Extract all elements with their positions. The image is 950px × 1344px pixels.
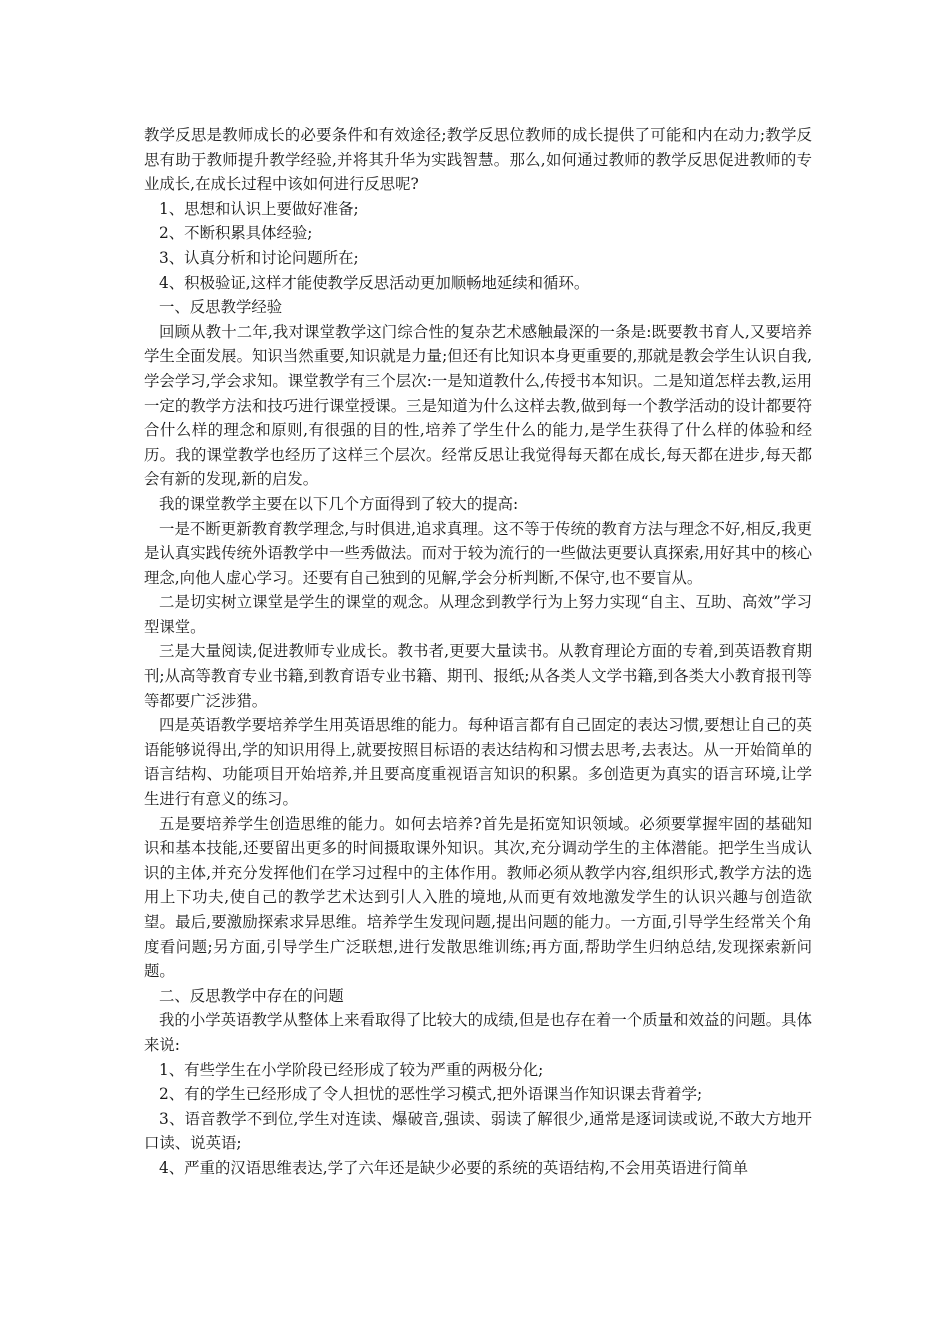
section-heading: 二、反思教学中存在的问题 [159,986,344,1005]
body-paragraph: 我的课堂教学主要在以下几个方面得到了较大的提高: [159,494,519,513]
list-item: 2、有的学生已经形成了令人担忧的恶性学习模式,把外语课当作知识课去背着学; [159,1085,703,1104]
list-item: 2、不断积累具体经验; [159,224,313,243]
list-item: 4、积极验证,这样才能使教学反思活动更加顺畅地延续和循环。 [159,273,590,292]
list-item: 1、思想和认识上要做好准备; [159,199,359,218]
list-item: 3、认真分析和讨论问题所在; [159,248,359,267]
body-paragraph: 一是不断更新教育教学理念,与时俱进,追求真理。这不等于传统的教育方法与理念不好,相反,我更是认真实践传统外语教学中一些秀做法。而对于较为流行的一些做法更要认真探索,用好其中的核心理念,向他人虚心学习。还要有自己独到的见解,学会分析判断,不保守,也不要盲从。 [144,519,812,587]
list-item: 3、语音教学不到位,学生对连读、爆破音,强读、弱读了解很少,通常是逐词读或说,不敢大方地开口读、说英语; [144,1109,812,1153]
body-paragraph: 二是切实树立课堂是学生的课堂的观念。从理念到教学行为上努力实现“自主、互助、高效”学习型课堂。 [144,593,812,636]
document-body [144,123,812,1181]
intro-paragraph: 教学反思是教师成长的必要条件和有效途径;教学反思位教师的成长提供了可能和内在动力;教学反思有助于教师提升教学经验,并将其升华为实践智慧。那么,如何通过教师的教学反思促进教师的专业成长,在成长过程中该如何进行反思呢? [144,126,812,194]
list-item: 1、有些学生在小学阶段已经形成了较为严重的两极分化; [159,1060,544,1079]
body-paragraph: 回顾从教十二年,我对课堂教学这门综合性的复杂艺术感触最深的一条是:既要教书育人,又要培养学生全面发展。知识当然重要,知识就是力量;但还有比知识本身更重要的,那就是教会学生认识自我,学会学习,学会求知。课堂教学有三个层次:一是知道教什么,传授书本知识。二是知道怎样去教,运用一定的教学方法和技巧进行课堂授课。三是知道为什么这样去教,做到每一个教学活动的设计都要符合什么样的理念和原则,有很强的目的性,培养了学生什么的能力,是学生获得了什么样的体验和经历。我的课堂教学也经历了这样三个层次。经常反思让我觉得每天都在成长,每天都在进步,每天都会有新的发现,新的启发。 [144,322,812,489]
list-item: 4、严重的汉语思维表达,学了六年还是缺少必要的系统的英语结构,不会用英语进行简单 [159,1158,749,1177]
section-heading: 一、反思教学经验 [159,298,283,317]
body-paragraph: 四是英语教学要培养学生用英语思维的能力。每种语言都有自己固定的表达习惯,要想让自己的英语能够说得出,学的知识用得上,就要按照目标语的表达结构和习惯去思考,去表达。从一开始简单的语言结构、功能项目开始培养,并且要高度重视语言知识的积累。多创造更为真实的语言环境,让学生进行有意义的练习。 [144,716,812,809]
body-paragraph: 五是要培养学生创造思维的能力。如何去培养?首先是拓宽知识领域。必须要掌握牢固的基础知识和基本技能,还要留出更多的时间摄取课外知识。其次,充分调动学生的主体潜能。把学生当成认识的主体,并充分发挥他们在学习过程中的主体作用。教师必须从教学内容,组织形式,教学方法的选用上下功夫,使自己的教学艺术达到引人入胜的境地,从而更有效地激发学生的认识兴趣与创造欲望。最后,要激励探索求异思维。培养学生发现问题,提出问题的能力。一方面,引导学生经常关个角度看问题;另方面,引导学生广泛联想,进行发散思维训练;再方面,帮助学生归纳总结,发现探索新问题。 [144,814,812,981]
body-paragraph: 三是大量阅读,促进教师专业成长。教书者,更要大量读书。从教育理论方面的专着,到英语教育期刊;从高等教育专业书籍,到教育语专业书籍、期刊、报纸;从各类人文学书籍,到各类大小教育报刊等等都要广泛涉猎。 [144,642,812,710]
body-paragraph: 我的小学英语教学从整体上来看取得了比较大的成绩,但是也存在着一个质量和效益的问题。具体来说: [144,1011,812,1054]
